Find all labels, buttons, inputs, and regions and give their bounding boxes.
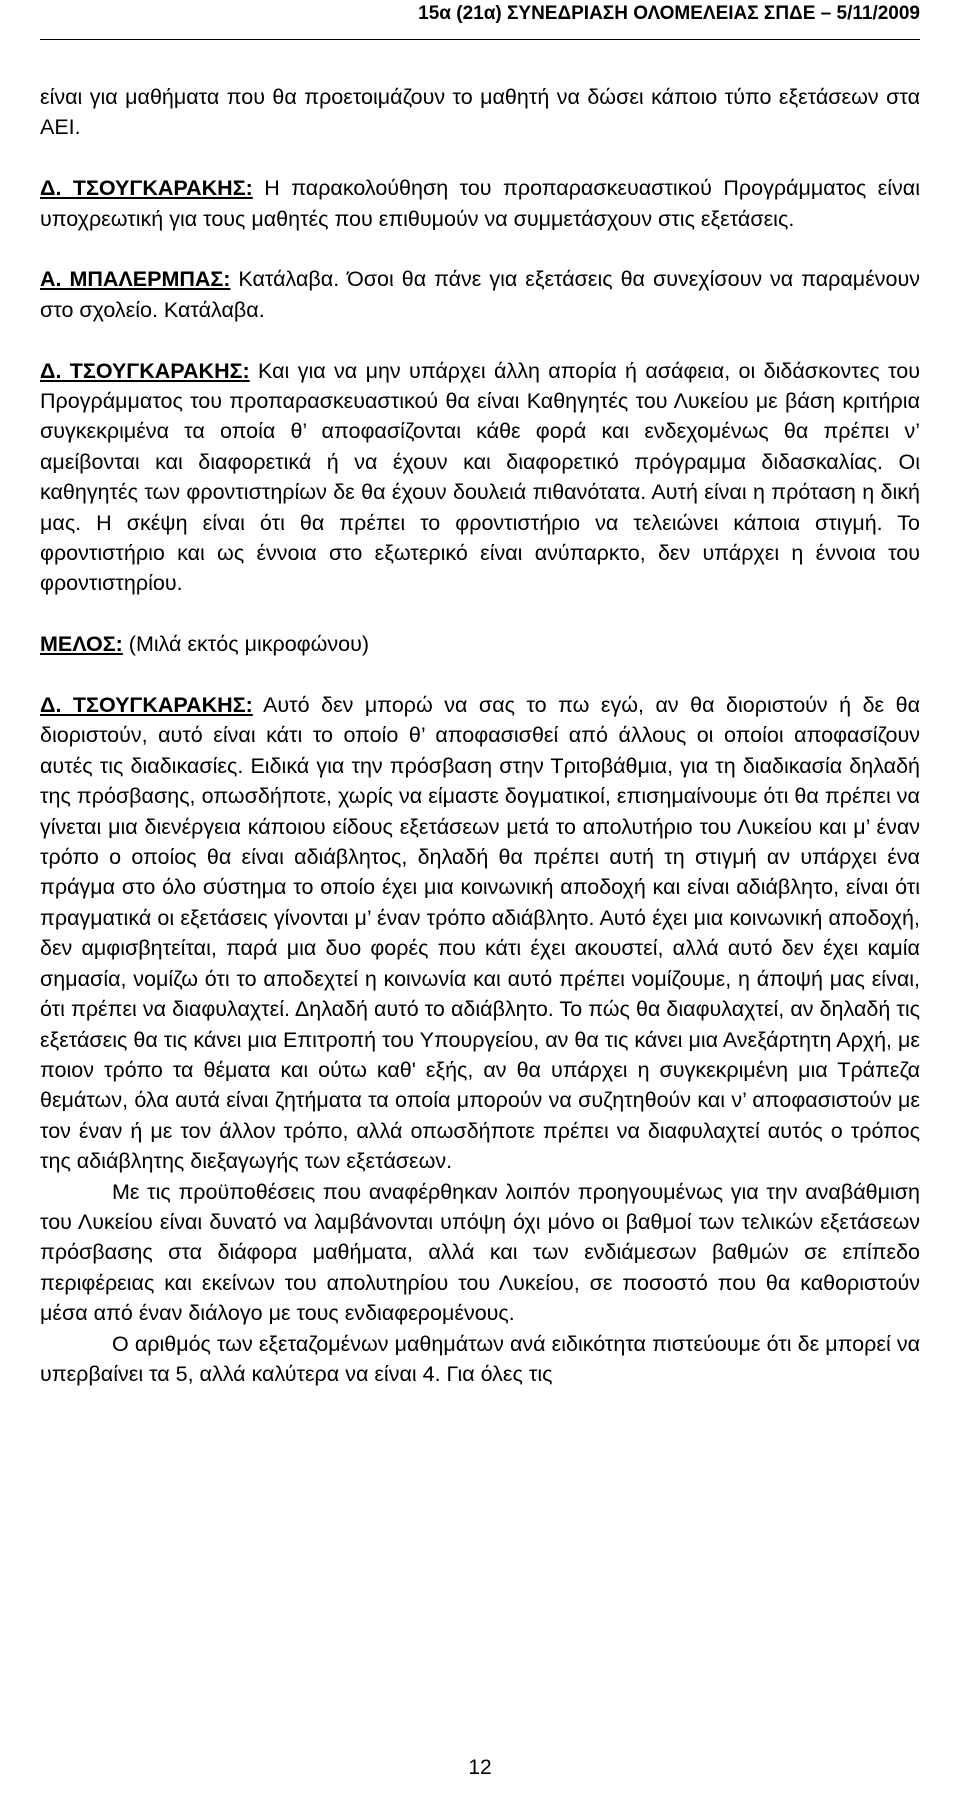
paragraph-text: Κατάλαβα. Όσοι θα πάνε για εξετάσεις θα συνεχίσουν να παραμένουν στο σχολείο. Κατάλαβα.	[40, 267, 920, 322]
paragraph-spacer	[40, 143, 920, 173]
speaker-name: Α. ΜΠΑΛΕΡΜΠΑΣ:	[40, 267, 231, 292]
paragraph-spacer	[40, 599, 920, 629]
paragraph-speech	[40, 690, 920, 1177]
paragraph-text: Η παρακολούθηση του προπαρασκευαστικού Προγράμματος είναι υποχρεωτική για τους μαθητές που επιθυμούν να συμμετάσχουν στις εξετάσεις.	[40, 176, 920, 231]
paragraph-speech	[40, 356, 920, 599]
paragraph-text: Και για να μην υπάρχει άλλη απορία ή ασάφεια, οι διδάσκοντες του Προγράμματος του προπαρασκευαστικού θα είναι Καθηγητές του Λυκείου με βάση κριτήρια συγκεκριμένα τα οποία θ’ αποφασίζονται κάθε φορά και ενδεχομένως θα πρέπει ν’ αμείβονται και διαφορετικά ή να έχουν και διαφορετικό πρόγραμμα διδασκαλίας. Οι καθηγητές των φροντιστηρίων δε θα έχουν δουλειά πιθανότατα. Αυτή είναι η πρόταση η δική μας. Η σκέψη είναι ότι θα πρέπει το φροντιστήριο να τελειώνει κάποια στιγμή. Το φροντιστήριο και ως έννοια στο εξωτερικό είναι ανύπαρκτο, δεν υπάρχει η έννοια του φροντιστηρίου.	[40, 358, 920, 596]
speaker-name: Δ. ΤΣΟΥΓΚΑΡΑΚΗΣ:	[40, 693, 253, 718]
speaker-name: Δ. ΤΣΟΥΓΚΑΡΑΚΗΣ:	[40, 176, 253, 201]
paragraph-speech	[40, 264, 920, 325]
paragraph-text: Με τις προϋποθέσεις που αναφέρθηκαν λοιπόν προηγουμένως για την αναβάθμιση του Λυκείου είναι δυνατό να λαμβάνονται υπόψη όχι μόνο οι βαθμοί των τελικών εξετάσεων πρόσβασης στα διάφορα μαθήματα, αλλά και των ενδιάμεσων βαθμών σε επίπεδο περιφέρειας και εκείνων του απολυτηρίου του Λυκείου, σε ποσοστό που θα καθοριστούν μέσα από έναν διάλογο με τους ενδιαφερομένους.	[40, 1179, 920, 1326]
paragraph-speech	[40, 173, 920, 234]
paragraph-spacer	[40, 325, 920, 355]
page-number: 12	[468, 1756, 492, 1779]
document-body	[40, 82, 920, 1389]
speaker-name: Δ. ΤΣΟΥΓΚΑΡΑΚΗΣ:	[40, 358, 250, 383]
page-header	[40, 0, 920, 40]
paragraph-text: είναι για μαθήματα που θα προετοιμάζουν το μαθητή να δώσει κάποιο τύπο εξετάσεων στα ΑΕΙ.	[40, 85, 920, 140]
paragraph-speech	[40, 629, 920, 659]
paragraph-text: (Μιλά εκτός μικροφώνου)	[122, 632, 370, 657]
speaker-name: ΜΕΛΟΣ:	[40, 632, 123, 657]
paragraph-spacer	[40, 234, 920, 264]
paragraph-indented	[40, 1177, 920, 1329]
paragraph-spacer	[40, 660, 920, 690]
paragraph-indented	[40, 1329, 920, 1390]
paragraph-text: Αυτό δεν μπορώ να σας το πω εγώ, αν θα διοριστούν ή δε θα διοριστούν, αυτό είναι κάτι το οποίο θ’ αποφασισθεί από άλλους οι οποίοι αποφασίζουν αυτές τις διαδικασίες. Ειδικά για την πρόσβαση στην Τριτοβάθμια, για τη διαδικασία δηλαδή της πρόσβασης, οπωσδήποτε, χωρίς να είμαστε δογματικοί, επισημαίνουμε ότι θα πρέπει να γίνεται μια διενέργεια κάποιου είδους εξετάσεων μετά το απολυτήριο του Λυκείου και μ’ έναν τρόπο ο οποίος θα είναι αδιάβλητος, δηλαδή θα πρέπει αυτή τη στιγμή αν υπάρχει ένα πράγμα στο όλο σύστημα το οποίο έχει μια κοινωνική αποδοχή και είναι αδιάβλητο, είναι ότι πραγματικά οι εξετάσεις γίνονται μ’ έναν τρόπο αδιάβλητο. Αυτό έχει μια κοινωνική αποδοχή, δεν αμφισβητείται, παρά μια δυο φορές που κάτι έχει ακουστεί, αλλά αυτό δεν έχει καμία σημασία, νομίζω ότι το αποδεχτεί η κοινωνία και αυτό πρέπει νομίζουμε, η άποψή μας είναι, ότι πρέπει να διαφυλαχτεί. Δηλαδή αυτό το αδιάβλητο. Το πώς θα διαφυλαχτεί, αν δηλαδή τις εξετάσεις θα τις κάνει μια Επιτροπή του Υπουργείου, αν θα τις κάνει μια Ανεξάρτητη Αρχή, με ποιον τρόπο τα θέματα και ούτω καθ' εξής, αν θα υπάρχει η συγκεκριμένη μια Τράπεζα θεμάτων, όλα αυτά είναι ζητήματα τα οποία μπορούν να συζητηθούν και ν’ αποφασιστούν με τον έναν ή με τον άλλον τρόπο, αλλά οπωσδήποτε πρέπει να διαφυλαχτεί αυτός ο τρόπος της αδιάβλητης διεξαγωγής των εξετάσεων.	[40, 693, 921, 1174]
paragraph-text: Ο αριθμός των εξεταζομένων μαθημάτων ανά ειδικότητα πιστεύουμε ότι δε μπορεί να υπερβαίνει τα 5, αλλά καλύτερα να είναι 4. Για όλες τις	[40, 1331, 920, 1386]
paragraph-continuation	[40, 82, 920, 143]
header-title: 15α (21α) ΣΥΝΕΔΡΙΑΣΗ ΟΛΟΜΕΛΕΙΑΣ ΣΠΔΕ – 5/11/2009	[418, 3, 920, 24]
